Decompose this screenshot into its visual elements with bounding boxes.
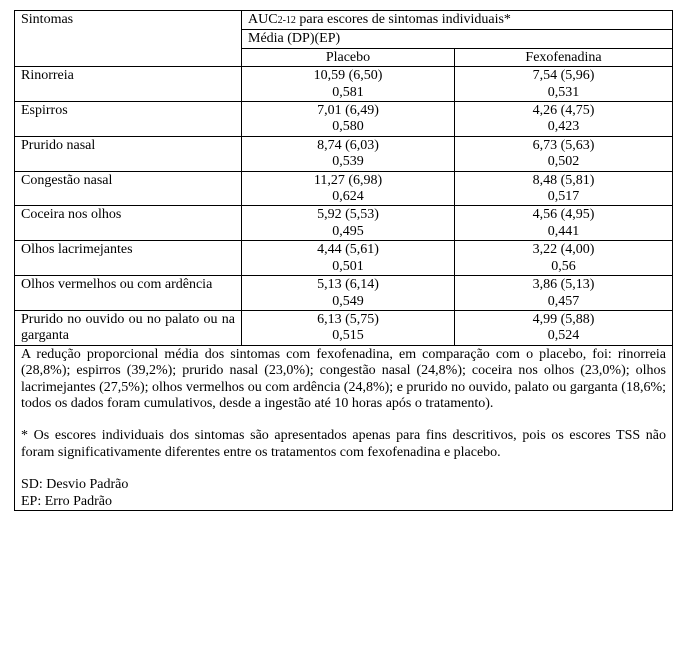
header-sintomas: Sintomas (15, 11, 242, 67)
symptom-name: Prurido no ouvido ou no palato ou na garganta (15, 310, 242, 345)
placebo-cell (242, 310, 455, 345)
placebo-mean: 6,13 (5,75) (317, 311, 379, 327)
placebo-ep: 0,624 (332, 189, 364, 205)
placebo-cell (242, 67, 455, 102)
note-spacer (21, 412, 666, 428)
notes-row (15, 345, 673, 510)
ep-abbreviation: EP: Erro Padrão (21, 493, 112, 509)
symptom-name: Prurido nasal (15, 136, 242, 171)
symptom-name: Espirros (15, 102, 242, 137)
header-placebo: Placebo (242, 48, 455, 66)
placebo-mean: 11,27 (6,98) (313, 172, 383, 188)
table-row (15, 206, 673, 241)
fexo-cell (455, 276, 673, 311)
placebo-mean: 5,13 (6,14) (317, 277, 379, 293)
reduction-note: A redução proporcional média dos sintomas com fexofenadina, em comparação com o placebo, foi: rinorreia (28,8%); espirros (39,2%); prurido nasal (23,0%); congestão nasal (24,8%); coceira nos olhos (23,0%); olhos lacrimejantes (27,5%); olhos vermelhos ou com ardência (24,8%); e prurido no ouvido, palato ou garganta (18,6%; todos os dados foram cumulativos, desde a ingestão até 10 horas após o tratamento). (21, 346, 667, 411)
fexo-mean: 3,86 (5,13) (532, 277, 595, 293)
header-fexofenadina: Fexofenadina (455, 48, 673, 66)
fexo-ep: 0,517 (547, 189, 580, 205)
auc-suffix: para escores de sintomas individuais* (295, 12, 511, 27)
fexo-mean: 8,48 (5,81) (532, 172, 595, 188)
fexo-mean: 6,73 (5,63) (532, 137, 595, 153)
fexo-ep: 0,441 (547, 223, 580, 239)
placebo-cell (242, 171, 455, 206)
auc-prefix: AUC (248, 12, 278, 27)
fexo-ep: 0,457 (547, 293, 580, 309)
header-auc (242, 11, 673, 30)
symptom-name: Rinorreia (15, 67, 242, 102)
placebo-mean: 7,01 (6,49) (317, 103, 379, 119)
symptom-name: Coceira nos olhos (15, 206, 242, 241)
fexo-cell (455, 206, 673, 241)
notes-cell (15, 345, 673, 510)
table-row (15, 67, 673, 102)
fexo-ep: 0,531 (547, 84, 580, 100)
placebo-ep: 0,501 (332, 258, 364, 274)
placebo-mean: 8,74 (6,03) (317, 137, 379, 153)
placebo-cell (242, 241, 455, 276)
table-row (15, 102, 673, 137)
table-row (15, 136, 673, 171)
fexo-ep: 0,524 (547, 328, 580, 344)
placebo-ep: 0,580 (332, 119, 364, 135)
fexo-cell (455, 241, 673, 276)
placebo-cell (242, 136, 455, 171)
fexo-mean: 3,22 (4,00) (532, 242, 595, 258)
note-spacer (21, 461, 666, 477)
placebo-ep: 0,581 (332, 84, 364, 100)
fexo-mean: 4,56 (4,95) (532, 207, 595, 223)
header-row (15, 11, 673, 30)
footnote: * Os escores individuais dos sintomas são apresentados apenas para fins descritivos, pois os escores TSS não foram significativamente diferentes entre os tratamentos com fexofenadina e placebo. (21, 428, 667, 460)
placebo-cell (242, 102, 455, 137)
placebo-ep: 0,495 (332, 223, 364, 239)
fexo-mean: 7,54 (5,96) (532, 68, 595, 84)
placebo-cell (242, 206, 455, 241)
fexo-ep: 0,56 (551, 258, 576, 274)
placebo-mean: 10,59 (6,50) (313, 68, 383, 84)
placebo-ep: 0,515 (332, 328, 364, 344)
placebo-mean: 4,44 (5,61) (317, 242, 379, 258)
placebo-ep: 0,549 (332, 293, 364, 309)
placebo-cell (242, 276, 455, 311)
fexo-cell (455, 102, 673, 137)
placebo-ep: 0,539 (332, 154, 364, 170)
symptom-name: Olhos lacrimejantes (15, 241, 242, 276)
table-row (15, 276, 673, 311)
fexo-ep: 0,502 (547, 154, 580, 170)
sd-abbreviation: SD: Desvio Padrão (21, 477, 129, 493)
fexo-cell (455, 67, 673, 102)
table-row (15, 171, 673, 206)
fexo-mean: 4,99 (5,88) (532, 311, 595, 327)
table-row (15, 241, 673, 276)
table-row (15, 310, 673, 345)
fexo-cell (455, 171, 673, 206)
symptom-name: Congestão nasal (15, 171, 242, 206)
placebo-mean: 5,92 (5,53) (317, 207, 379, 223)
header-stats: Média (DP)(EP) (242, 30, 673, 48)
fexo-cell (455, 136, 673, 171)
fexo-ep: 0,423 (547, 119, 580, 135)
auc-subscript: 2-12 (277, 15, 296, 26)
fexo-cell (455, 310, 673, 345)
symptom-scores-table (14, 10, 673, 511)
symptom-name: Olhos vermelhos ou com ardência (15, 276, 242, 311)
fexo-mean: 4,26 (4,75) (532, 103, 595, 119)
